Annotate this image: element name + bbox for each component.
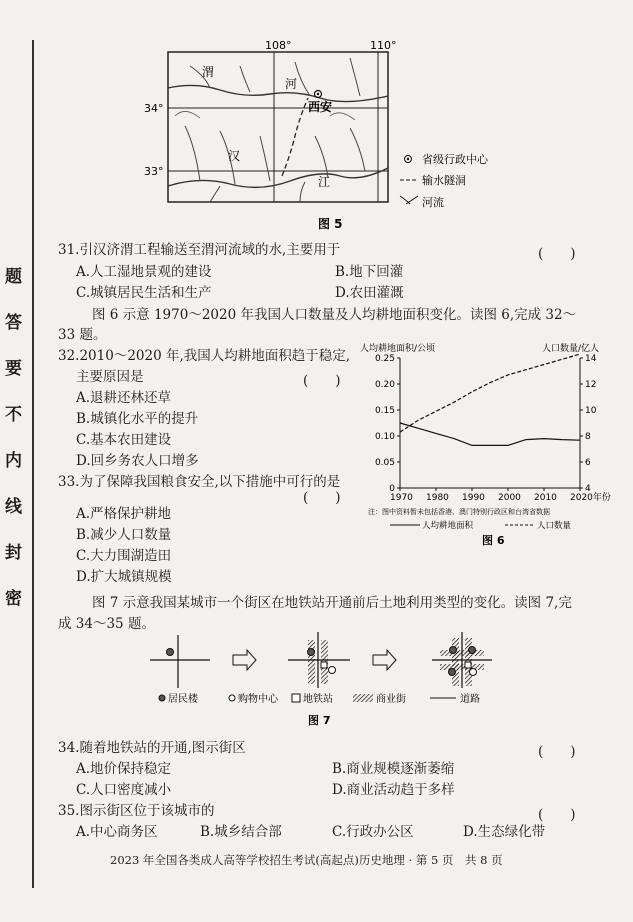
q31-option-b[interactable]: B.地下回灌 (335, 264, 404, 280)
place-label: 渭 (202, 65, 215, 79)
x-tick-label: 2000 (498, 493, 521, 503)
x-tick-label: 2010 (534, 493, 557, 503)
right-tick-label: 10 (585, 406, 597, 416)
answer-paren[interactable]: ( ) (538, 807, 576, 823)
q35-option-d[interactable]: D.生态绿化带 (463, 824, 546, 840)
water-tunnel (282, 98, 308, 176)
q33-option-a[interactable]: A.严格保护耕地 (76, 506, 172, 522)
figure-7-diagram (140, 630, 500, 730)
q35-stem: 35.图示街区位于该城市的 (58, 803, 215, 819)
q31-stem: 31.引汉济渭工程输送至渭河流域的水,主要用于 (58, 242, 341, 258)
place-label: 江 (318, 175, 331, 189)
arrow-icon (373, 650, 396, 670)
legend-subway-icon (292, 694, 300, 702)
q31-option-c[interactable]: C.城镇居民生活和生产 (76, 285, 212, 301)
left-tick-label: 0.10 (374, 432, 395, 442)
x-tick-label: 2020年份 (570, 493, 611, 503)
legend-label: 输水隧洞 (422, 174, 466, 187)
left-tick-label: 0.15 (374, 406, 395, 416)
q33-option-c[interactable]: C.大力围湖造田 (76, 548, 172, 564)
legend-street-icon (353, 694, 373, 702)
legend-label: 河流 (422, 196, 444, 209)
wei-river (168, 85, 388, 101)
q34-option-a[interactable]: A.地价保持稳定 (76, 761, 172, 777)
x-tick-label: 1970 (390, 493, 413, 503)
legend-label: 省级行政中心 (422, 153, 488, 166)
q34-stem: 34.随着地铁站的开通,图示街区 (58, 740, 246, 756)
lat-label: 34° (144, 102, 164, 115)
seal-char: 线 (5, 497, 22, 517)
answer-paren[interactable]: ( ) (303, 490, 341, 506)
legend-mall-icon (229, 695, 235, 701)
fig7-intro: 图 7 示意我国某城市一个街区在地铁站开通前后土地利用类型的变化。读图 7,完 (92, 595, 572, 611)
q33-option-d[interactable]: D.扩大城镇规模 (76, 569, 172, 585)
panel-after-2 (432, 632, 492, 688)
lat-label: 33° (144, 165, 164, 178)
page-footer: 2023 年全国各类成人高等学校招生考试(高起点)历史地理 · 第 5 页 共 8 页 (110, 853, 503, 867)
panel-before (150, 635, 210, 688)
seal-char: 答 (5, 313, 22, 333)
legend-label: 道路 (460, 694, 480, 705)
figure-caption: 图 5 (318, 217, 343, 231)
legend-label: 地铁站 (303, 694, 333, 705)
q32-option-b[interactable]: B.城镇化水平的提升 (76, 411, 199, 427)
q35-option-c[interactable]: C.行政办公区 (332, 824, 414, 840)
left-axis-label: 人均耕地面积/公顷 (360, 344, 436, 354)
panel-after-1 (288, 632, 350, 688)
right-tick-label: 6 (585, 458, 591, 468)
legend-residential-icon (159, 695, 165, 701)
figure-5-map (144, 36, 610, 236)
left-tick-label: 0.20 (374, 380, 395, 390)
q31-option-a[interactable]: A.人工湿地景观的建设 (76, 264, 212, 280)
place-label: 汉 (228, 149, 241, 163)
q32-option-c[interactable]: C.基本农田建设 (76, 432, 172, 448)
q33-stem: 33.为了保障我国粮食安全,以下措施中可行的是 (58, 474, 341, 490)
q32-option-d[interactable]: D.回乡务农人口增多 (76, 453, 199, 469)
answer-paren[interactable]: ( ) (538, 744, 576, 760)
fig7-intro: 成 34～35 题。 (58, 616, 155, 632)
lon-label: 108° (265, 39, 292, 52)
q32-stem: 32.2010～2020 年,我国人均耕地面积趋于稳定, (58, 348, 351, 364)
legend-label: 购物中心 (238, 694, 278, 705)
right-tick-label: 8 (585, 432, 591, 442)
q33-option-b[interactable]: B.减少人口数量 (76, 527, 172, 543)
q34-option-b[interactable]: B.商业规模逐渐萎缩 (332, 761, 455, 777)
q34-option-c[interactable]: C.人口密度减小 (76, 782, 172, 798)
series-line-cropland (400, 423, 580, 445)
seal-char: 题 (5, 267, 22, 287)
right-tick-label: 4 (585, 484, 591, 494)
q31-option-d[interactable]: D.农田灌溉 (335, 285, 404, 301)
seal-char: 内 (5, 451, 22, 471)
seal-char: 要 (5, 359, 22, 379)
figure-caption: 图 6 (482, 534, 505, 547)
q32-stem: 主要原因是 (76, 369, 144, 385)
legend-label: 人均耕地面积 (422, 521, 474, 531)
place-label: 西安 (308, 100, 333, 114)
legend-label: 人口数量 (537, 521, 572, 531)
figure-caption: 图 7 (308, 714, 331, 727)
seal-line (32, 40, 34, 888)
fig6-intro: 图 6 示意 1970～2020 年我国人口数量及人均耕地面积变化。读图 6,完成 32～ (92, 307, 577, 323)
q32-option-a[interactable]: A.退耕还林还草 (76, 390, 172, 406)
left-tick-label: 0.05 (374, 458, 395, 468)
right-tick-label: 12 (585, 380, 597, 390)
x-tick-label: 1980 (426, 493, 449, 503)
right-axis-label: 人口数量/亿人 (542, 344, 600, 354)
place-label: 河 (285, 77, 298, 91)
legend-label: 商业街 (376, 694, 406, 705)
x-tick-label: 1990 (462, 493, 485, 503)
legend-river-icon (400, 196, 418, 204)
answer-paren[interactable]: ( ) (538, 246, 576, 262)
left-tick-label: 0.25 (374, 354, 395, 364)
right-tick-label: 14 (585, 354, 597, 364)
lon-label: 110° (370, 39, 397, 52)
fig6-intro: 33 题。 (58, 327, 107, 343)
figure-6-chart (360, 340, 630, 546)
answer-paren[interactable]: ( ) (303, 373, 341, 389)
arrow-icon (233, 650, 256, 670)
chart-note: 注：图中资料暂未包括香港、澳门特别行政区和台湾省数据 (368, 508, 550, 516)
legend-label: 居民楼 (168, 694, 198, 705)
seal-char: 封 (5, 543, 22, 563)
seal-char: 密 (5, 589, 22, 609)
left-tick-label: 0 (389, 484, 395, 494)
seal-char: 不 (5, 405, 22, 425)
series-line-population (400, 354, 580, 432)
q35-option-a[interactable]: A.中心商务区 (76, 824, 158, 840)
q35-option-b[interactable]: B.城乡结合部 (200, 824, 282, 840)
q34-option-d[interactable]: D.商业活动趋于多样 (332, 782, 455, 798)
